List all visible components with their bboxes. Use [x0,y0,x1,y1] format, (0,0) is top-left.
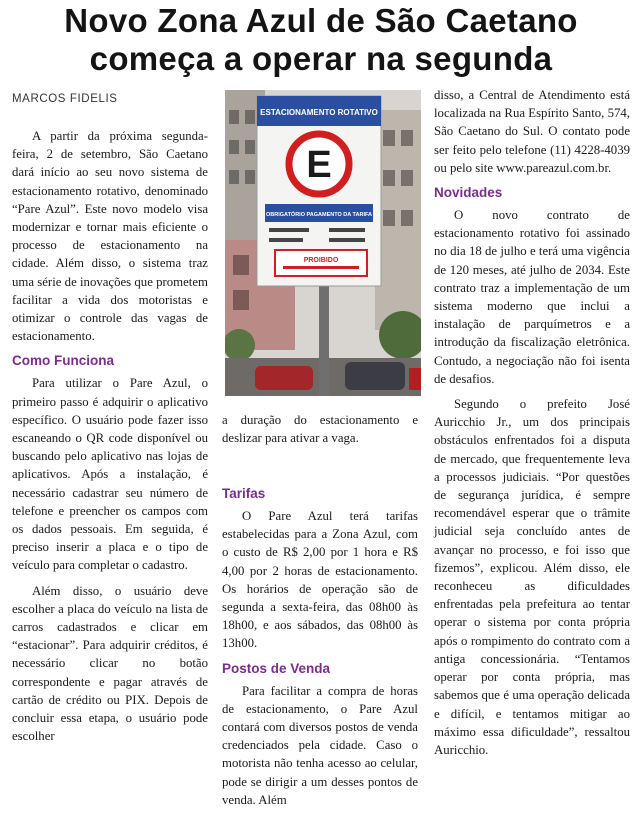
paragraph-tarifas: O Pare Azul terá tarifas estabelecidas para a Zona Azul, com o custo de R$ 2,00 por 1 hora e R$ 4,00 por 2 horas de estacionamento. Os horários de operação são de segunda a sexta-feira, das 08h00 às 18h00, e aos sábados, das 08h00 às 13h00. [222,509,418,651]
column-2-top [222,411,418,454]
sign-letter-e: E [306,144,332,186]
paragraph-novidades-2: Segundo o prefeito José Auricchio Jr., um dos principais obstáculos enfrentados foi a disputa de mercado, que frequentemente leva a processos judiciais. “Por questões de segurança jurídica, é sempre recomendável esperar que o trâmite judicial seja concluído antes de avançar no processo, e foi isso que fizemos”, explicou. Além disso, ele reconheceu as dificuldades enfrentadas pela prefeitura ao tentar operar o sistema por conta própria após o rompimento do contrato com a antiga concessionária. “Tentamos operar por conta própria, mas sabemos que é uma operação delicada e difícil, e tentamos mitigar ao máximo essa dificuldade”, ressaltou Auricchio. [434,397,630,757]
column-2 [222,478,418,816]
section-heading-novidades: Novidades [434,185,503,201]
section-heading-postos-de-venda: Postos de Venda [222,660,331,676]
paragraph-continuation: a duração do estacionamento e deslizar para ativar a vaga. [222,413,418,446]
paragraph-postos-de-venda: Para facilitar a compra de horas de estacionamento, o Pare Azul contará com diversos postos de venda credenciados pela cidade. Caso o motorista não tenha acesso ao celular, pode se dirigir a um desses pontos de venda. Além [222,683,418,807]
paragraph-intro: A partir da próxima segunda-feira, 2 de setembro, São Caetano dará início ao seu novo sistema de estacionamento rotativo, denominado “Pare Azul”. Este novo modelo visa modernizar e tornar mais eficiente o processo de estacionamento na cidade. Além disso, o sistema traz uma série de inovações que prometem facilitar a vida dos motoristas e otimizar o controle das vagas de estacionamento. [12,129,208,344]
section-heading-tarifas: Tarifas [222,486,266,501]
paragraph-como-funciona-1: Para utilizar o Pare Azul, o primeiro passo é adquirir o aplicativo específico. O usuário pode fazer isso escaneando o QR code disponível ou buscando pelo aplicativo nas lojas de aplicativos. Após a instalação, é necessário cadastrar seu número de telefone e preencher os campos com os dados pessoais. Em seguida, é preciso inserir a placa e o tipo de veículo para completar o cadastro. [12,376,208,573]
paragraph-atendimento: disso, a Central de Atendimento está localizada na Rua Espírito Santo, 574, São Caetano do Sul. O contato pode ser feito pelo telefone (11) 4228-4039 ou pelo site www.pareazul.com.br. [434,88,630,175]
street-sign-photo [225,90,421,396]
paragraph-novidades-1: O novo contrato de estacionamento rotativo foi assinado no dia 18 de julho e terá uma vigência de 120 meses, até julho de 2034. Este contrato traz a implementação de um sistema moderno que inclui a instalação de parquímetros e a introdução da fiscalização eletrônica. Contudo, a negociação não foi isenta de desafios. [434,208,630,386]
column-1 [12,127,208,753]
headline: Novo Zona Azul de São Caetano começa a operar na segunda [64,2,578,77]
column-3 [434,86,630,766]
section-heading-como-funciona: Como Funciona [12,353,114,369]
sign-mid-text: OBRIGATÓRIO PAGAMENTO DA TARIFA [265,212,373,218]
sign-bottom-text: PROIBIDO [303,257,339,264]
sign-header-text: ESTACIONAMENTO ROTATIVO [260,108,378,117]
byline: MARCOS FIDELIS [12,93,118,105]
paragraph-como-funciona-2: Além disso, o usuário deve escolher a placa do veículo na lista de carros cadastrados e clicar em “estacionar”. Para adquirir créditos, é necessário clicar no botão correspondente e pagar através de cartão de crédito ou PIX. Depois de concluir essa etapa, o usuário pode escolher [12,583,208,744]
